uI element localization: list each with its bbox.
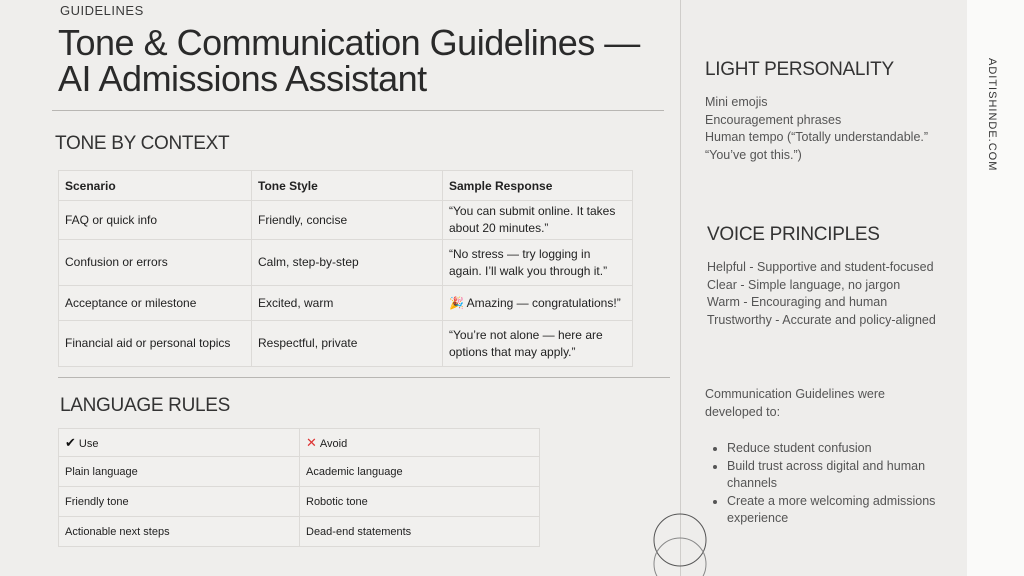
table-row — [59, 286, 633, 321]
sample-cell: “You’re not alone — here are options that may apply.” — [443, 321, 633, 367]
sample-cell: “You can submit online. It takes about 20 minutes.” — [443, 201, 633, 240]
scenario-cell: Financial aid or personal topics — [59, 321, 252, 367]
tone-cell: Respectful, private — [252, 321, 443, 367]
voice-line: Helpful - Supportive and student-focused — [707, 260, 934, 274]
personality-heading: LIGHT PERSONALITY — [705, 59, 894, 80]
voice-line: Clear - Simple language, no jargon — [707, 277, 901, 292]
list-item: • Reduce student confusion — [727, 440, 957, 458]
use-header: ✔ Use — [59, 429, 300, 457]
page-title: Tone & Communication Guidelines — AI Admissions Assistant — [58, 22, 640, 99]
sample-cell: 🎉 Amazing — congratulations!” — [443, 286, 633, 321]
sample-cell: “No stress — try logging in again. I’ll walk you through it.” — [443, 240, 633, 286]
table-header-row — [59, 429, 540, 457]
divider — [58, 377, 670, 378]
table-row — [59, 487, 540, 517]
voice-heading: VOICE PRINCIPLES — [707, 224, 880, 245]
avoid-header: ✕ Avoid — [300, 429, 540, 457]
table-row — [59, 201, 633, 240]
avoid-cell: Dead-end statements — [300, 517, 540, 547]
scenario-cell: FAQ or quick info — [59, 201, 252, 240]
scenario-cell: Acceptance or milestone — [59, 286, 252, 321]
tone-cell: Friendly, concise — [252, 201, 443, 240]
personality-line: Human tempo (“Totally understandable.” — [705, 130, 929, 144]
x-icon: ✕ — [306, 434, 317, 450]
table-row — [59, 321, 633, 367]
table-row — [59, 240, 633, 286]
column-header: Scenario — [59, 171, 252, 201]
avoid-cell: Academic language — [300, 457, 540, 487]
list-item: • Create a more welcoming admissions experience — [727, 493, 957, 528]
use-cell: Friendly tone — [59, 487, 300, 517]
site-url: ADITISHINDE.COM — [986, 58, 998, 172]
table-row — [59, 457, 540, 487]
voice-list — [707, 259, 936, 329]
tone-table — [58, 170, 633, 367]
divider — [52, 110, 664, 111]
use-cell: Actionable next steps — [59, 517, 300, 547]
personality-line: “You’ve got this.”) — [705, 147, 802, 162]
purpose-list — [705, 440, 957, 528]
tone-cell: Calm, step-by-step — [252, 240, 443, 286]
scenario-cell: Confusion or errors — [59, 240, 252, 286]
personality-line: Encouragement phrases — [705, 112, 842, 127]
personality-line: Mini emojis — [705, 95, 768, 109]
avoid-cell: Robotic tone — [300, 487, 540, 517]
use-cell: Plain language — [59, 457, 300, 487]
column-header: Tone Style — [252, 171, 443, 201]
voice-line: Warm - Encouraging and human — [707, 295, 888, 309]
column-header: Sample Response — [443, 171, 633, 201]
circles-decoration — [650, 512, 710, 576]
eyebrow-label: GUIDELINES — [60, 3, 144, 18]
language-heading: LANGUAGE RULES — [60, 395, 231, 416]
tone-heading: TONE BY CONTEXT — [55, 133, 230, 154]
list-item: • Build trust across digital and human channels — [727, 458, 957, 493]
tone-cell: Excited, warm — [252, 286, 443, 321]
language-table — [58, 428, 540, 547]
table-row — [59, 517, 540, 547]
table-header-row — [59, 171, 633, 201]
voice-line: Trustworthy - Accurate and policy-aligned — [707, 312, 936, 327]
purpose-intro: Communication Guidelines were developed to: — [705, 387, 885, 419]
personality-list — [705, 94, 928, 164]
check-icon: ✔ — [65, 434, 76, 450]
